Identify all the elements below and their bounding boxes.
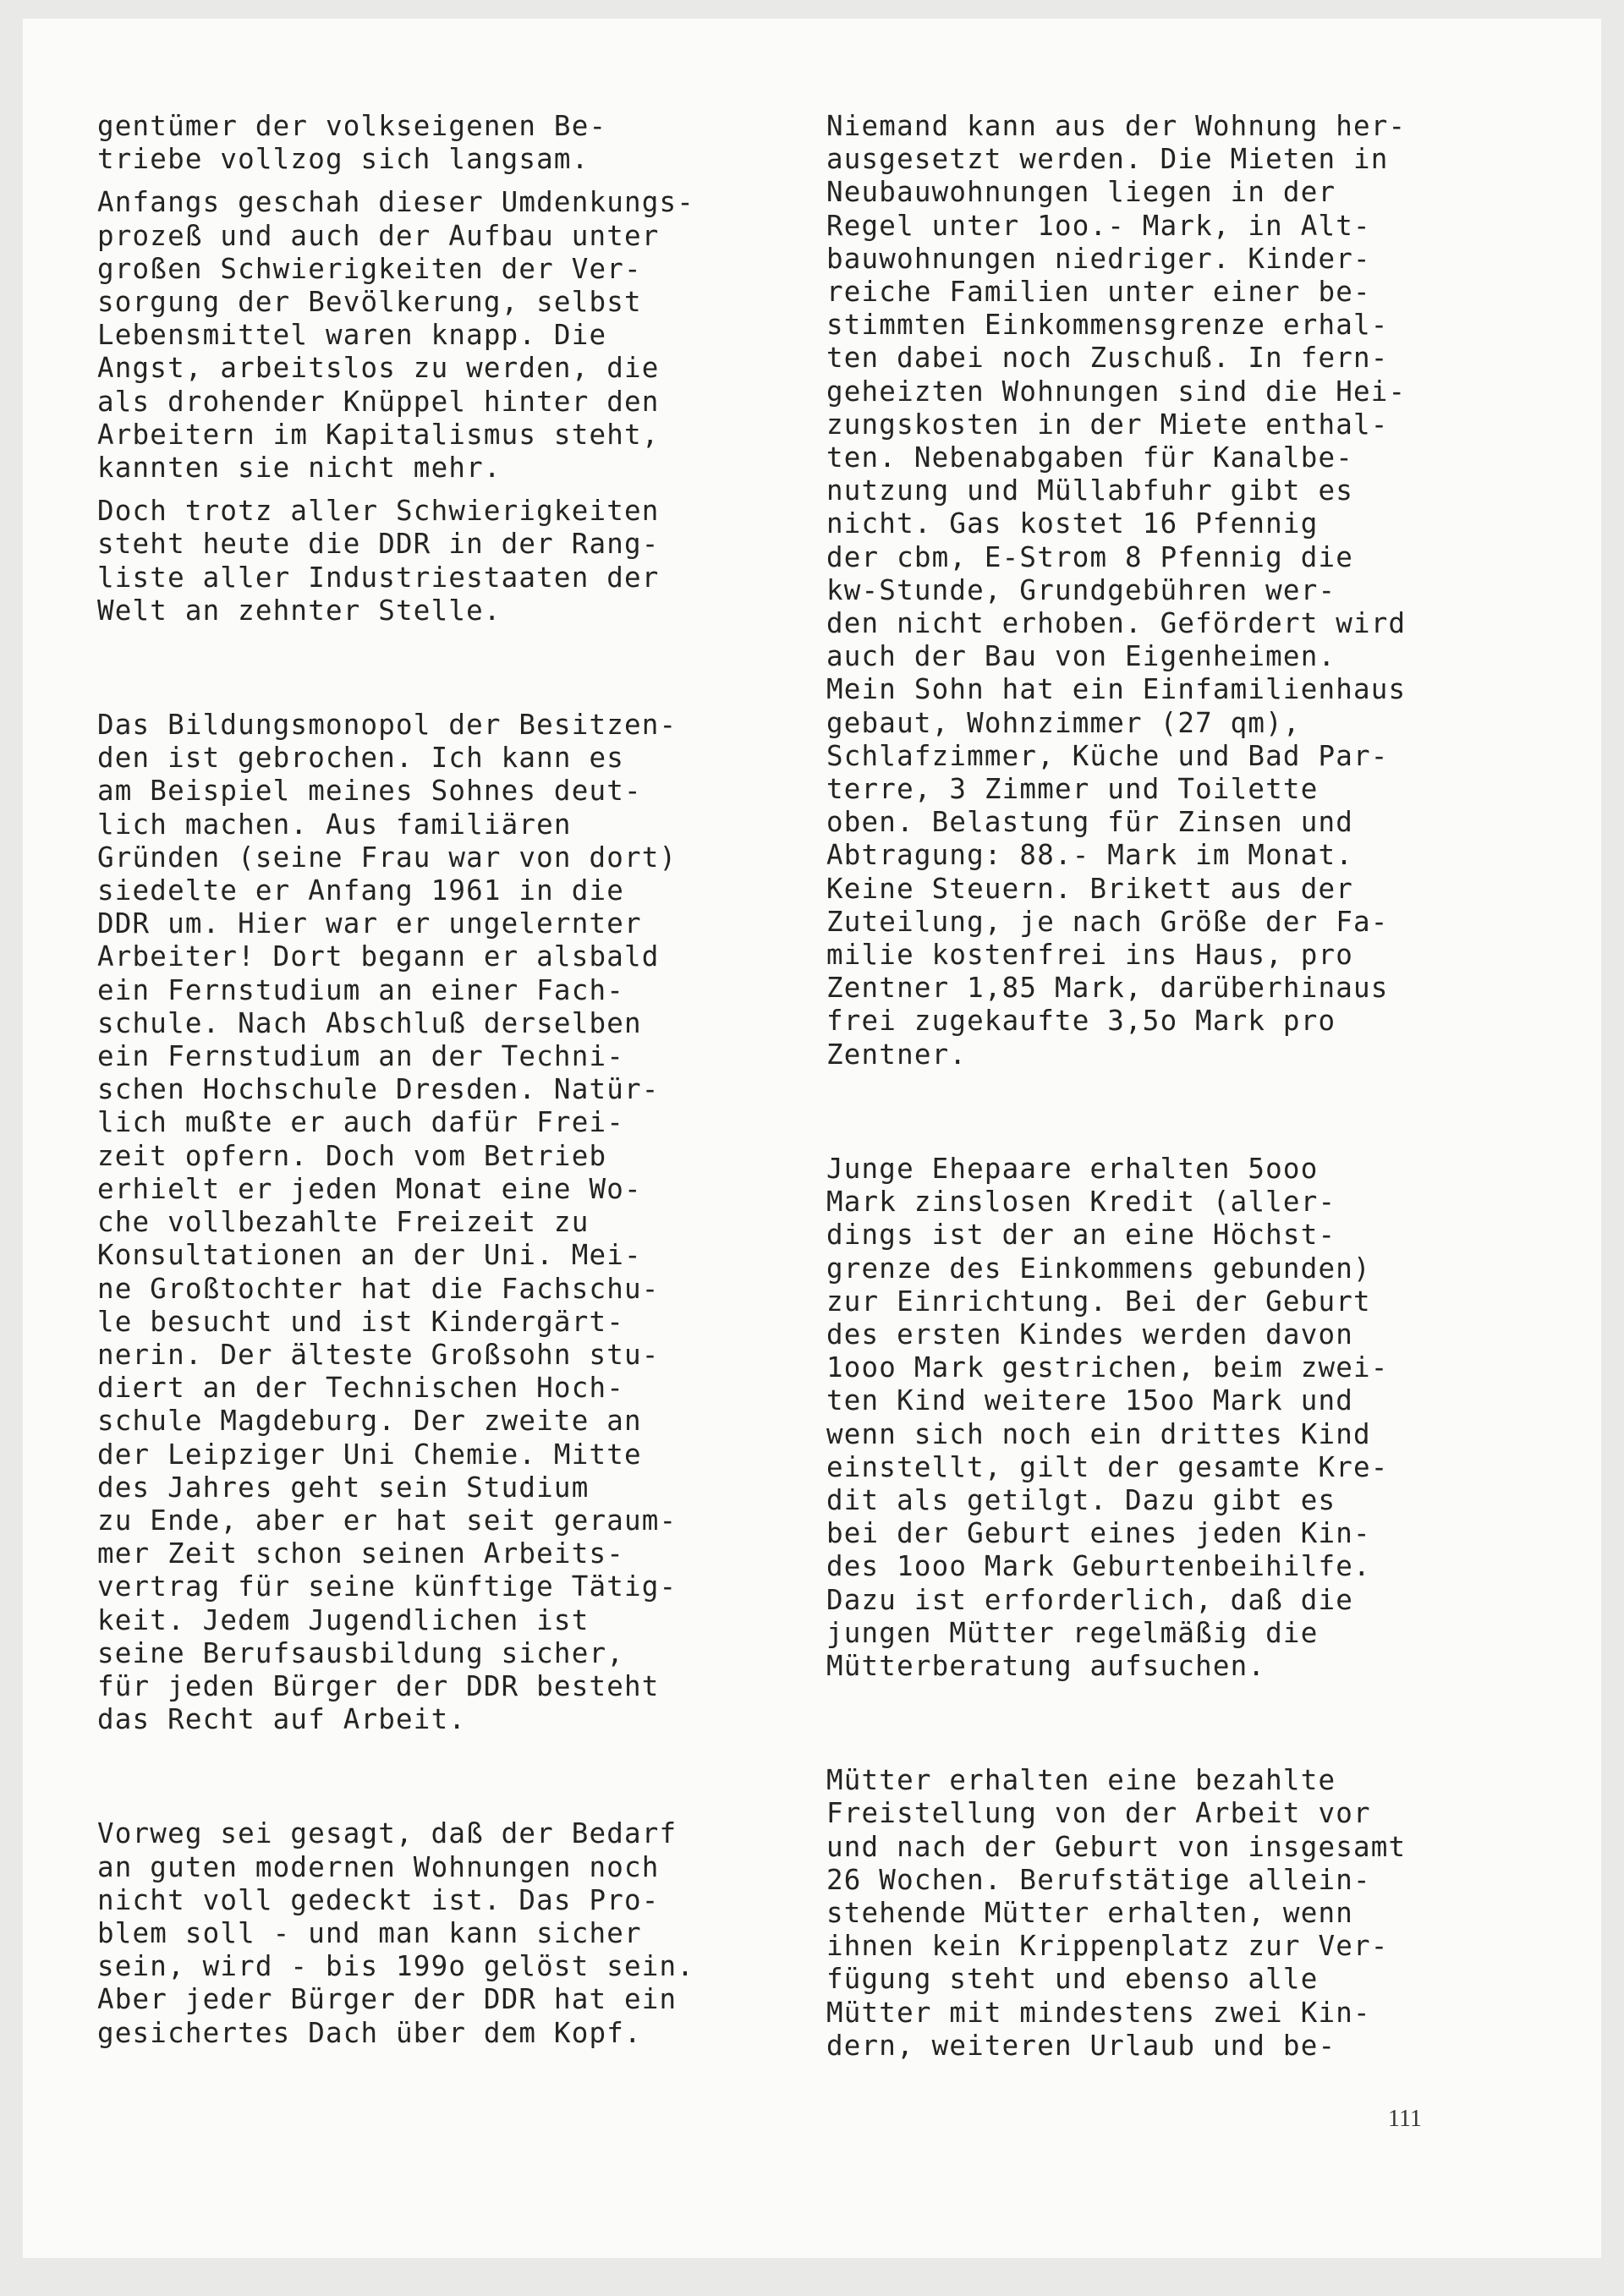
text-line: großen Schwierigkeiten der Ver- (97, 252, 642, 285)
text-line: ne Großtochter hat die Fachschu- (97, 1272, 660, 1305)
text-line: an guten modernen Wohnungen noch (97, 1850, 660, 1883)
text-line: stimmten Einkommensgrenze erhal- (826, 309, 1389, 342)
text-line: zungskosten in der Miete enthal- (826, 408, 1389, 441)
text-line: schule Magdeburg. Der zweite an (97, 1405, 642, 1438)
text-line: Angst, arbeitslos zu werden, die (97, 352, 660, 385)
text-line: grenze des Einkommens gebunden) (826, 1252, 1371, 1285)
paragraph (826, 1153, 1533, 1683)
text-line: Niemand kann aus der Wohnung her- (826, 110, 1407, 142)
text-line: DDR um. Hier war er ungelernter (97, 907, 642, 940)
text-line: bei der Geburt eines jeden Kin- (826, 1517, 1371, 1550)
text-line: ten Kind weitere 15oo Mark und (826, 1384, 1353, 1417)
text-line: diert an der Technischen Hoch- (97, 1372, 624, 1405)
text-line: Arbeiter! Dort begann er alsbald (97, 940, 660, 973)
text-line: ausgesetzt werden. Die Mieten in (826, 143, 1389, 176)
text-line: erhielt er jeden Monat eine Wo- (97, 1172, 642, 1205)
text-line: des Jahres geht sein Studium (97, 1471, 590, 1504)
text-line: kw-Stunde, Grundgebühren wer- (826, 573, 1336, 606)
text-line: Vorweg sei gesagt, daß der Bedarf (97, 1817, 678, 1850)
text-line: keit. Jedem Jugendlichen ist (97, 1603, 590, 1636)
text-line: Regel unter 1oo.- Mark, in Alt- (826, 209, 1371, 242)
text-line: Dazu ist erforderlich, daß die (826, 1583, 1353, 1616)
text-line: der Leipziger Uni Chemie. Mitte (97, 1438, 642, 1471)
text-line: Zentner. (826, 1038, 968, 1071)
left-text-column (97, 110, 791, 2060)
text-line: siedelte er Anfang 1961 in die (97, 874, 624, 907)
text-line: 26 Wochen. Berufstätige allein- (826, 1863, 1371, 1896)
text-line: Mütterberatung aufsuchen. (826, 1649, 1266, 1682)
text-line: ein Fernstudium an der Techni- (97, 1040, 624, 1073)
text-line: Abtragung: 88.- Mark im Monat. (826, 839, 1353, 872)
text-line: zur Einrichtung. Bei der Geburt (826, 1285, 1371, 1318)
text-line: Neubauwohnungen liegen in der (826, 176, 1336, 209)
text-line: seine Berufsausbildung sicher, (97, 1636, 624, 1669)
text-line: Mütter erhalten eine bezahlte (826, 1764, 1336, 1797)
text-line: 1ooo Mark gestrichen, beim zwei- (826, 1351, 1389, 1384)
text-line: reiche Familien unter einer be- (826, 276, 1371, 309)
text-line: Freistellung von der Arbeit vor (826, 1797, 1371, 1830)
text-line: milie kostenfrei ins Haus, pro (826, 939, 1353, 972)
text-line: lich machen. Aus familiären (97, 808, 572, 841)
paragraph (97, 1817, 791, 2049)
document-page (23, 19, 1601, 2258)
text-line: Zuteilung, je nach Größe der Fa- (826, 905, 1389, 938)
text-line: zu Ende, aber er hat seit geraum- (97, 1504, 678, 1537)
text-line: Schlafzimmer, Küche und Bad Par- (826, 739, 1389, 772)
text-line: Arbeitern im Kapitalismus steht, (97, 418, 660, 451)
text-line: und nach der Geburt von insgesamt (826, 1830, 1407, 1863)
text-line: lich mußte er auch dafür Frei- (97, 1106, 624, 1139)
text-line: nicht voll gedeckt ist. Das Pro- (97, 1883, 660, 1916)
text-line: le besucht und ist Kindergärt- (97, 1305, 624, 1338)
text-line: Das Bildungsmonopol der Besitzen- (97, 709, 678, 742)
text-line: ihnen kein Krippenplatz zur Ver- (826, 1930, 1389, 1963)
paragraph (97, 186, 791, 485)
text-line: der cbm, E-Strom 8 Pfennig die (826, 540, 1353, 573)
text-line: prozeß und auch der Aufbau unter (97, 219, 660, 252)
text-line: stehende Mütter erhalten, wenn (826, 1896, 1353, 1929)
text-line: den nicht erhoben. Gefördert wird (826, 607, 1407, 640)
right-text-column (826, 110, 1533, 2073)
text-line: nerin. Der älteste Großsohn stu- (97, 1338, 660, 1371)
text-line: bauwohnungen niedriger. Kinder- (826, 242, 1371, 275)
text-line: das Recht auf Arbeit. (97, 1703, 467, 1736)
text-line: am Beispiel meines Sohnes deut- (97, 775, 642, 808)
text-line: mer Zeit schon seinen Arbeits- (97, 1537, 624, 1570)
paragraph (97, 709, 791, 1736)
text-line: Welt an zehnter Stelle. (97, 594, 502, 627)
paragraph (826, 110, 1533, 1071)
text-line: sorgung der Bevölkerung, selbst (97, 286, 642, 319)
text-line: den ist gebrochen. Ich kann es (97, 742, 624, 775)
text-line: kannten sie nicht mehr. (97, 452, 502, 485)
paragraph (97, 110, 791, 176)
text-line: Anfangs geschah dieser Umdenkungs- (97, 186, 695, 219)
text-line: Mark zinslosen Kredit (aller- (826, 1186, 1336, 1219)
text-line: als drohender Knüppel hinter den (97, 385, 660, 418)
paragraph (97, 495, 791, 627)
text-line: terre, 3 Zimmer und Toilette (826, 773, 1319, 806)
text-line: des 1ooo Mark Geburtenbeihilfe. (826, 1550, 1371, 1583)
text-line: einstellt, gilt der gesamte Kre- (826, 1450, 1389, 1483)
text-line: wenn sich noch ein drittes Kind (826, 1417, 1371, 1450)
text-line: Keine Steuern. Brikett aus der (826, 872, 1353, 905)
text-line: sein, wird - bis 199o gelöst sein. (97, 1950, 695, 1983)
text-line: des ersten Kindes werden davon (826, 1318, 1353, 1351)
text-line: zeit opfern. Doch vom Betrieb (97, 1139, 607, 1172)
text-line: jungen Mütter regelmäßig die (826, 1616, 1319, 1649)
text-line: dern, weiteren Urlaub und be- (826, 2029, 1336, 2062)
text-line: Gründen (seine Frau war von dort) (97, 841, 678, 874)
text-line: Lebensmittel waren knapp. Die (97, 319, 607, 352)
text-line: che vollbezahlte Freizeit zu (97, 1206, 590, 1239)
text-line: dit als getilgt. Dazu gibt es (826, 1483, 1336, 1516)
text-line: nicht. Gas kostet 16 Pfennig (826, 507, 1319, 540)
text-line: oben. Belastung für Zinsen und (826, 806, 1353, 839)
text-line: fügung steht und ebenso alle (826, 1963, 1319, 1996)
text-line: Doch trotz aller Schwierigkeiten (97, 495, 660, 528)
text-line: Mütter mit mindestens zwei Kin- (826, 1996, 1371, 2029)
text-line: gesichertes Dach über dem Kopf. (97, 2016, 642, 2049)
text-line: Junge Ehepaare erhalten 5ooo (826, 1152, 1319, 1185)
text-line: Zentner 1,85 Mark, darüberhinaus (826, 972, 1389, 1005)
paragraph (826, 1764, 1533, 2063)
text-line: liste aller Industriestaaten der (97, 561, 660, 594)
text-line: frei zugekaufte 3,5o Mark pro (826, 1005, 1336, 1038)
text-line: dings ist der an eine Höchst- (826, 1219, 1336, 1252)
text-line: ten dabei noch Zuschuß. In fern- (826, 342, 1389, 375)
text-line: vertrag für seine künftige Tätig- (97, 1570, 678, 1603)
text-line: schen Hochschule Dresden. Natür- (97, 1073, 660, 1106)
text-line: triebe vollzog sich langsam. (97, 143, 590, 176)
text-line: für jeden Bürger der DDR besteht (97, 1669, 660, 1702)
text-line: steht heute die DDR in der Rang- (97, 528, 660, 561)
text-line: gebaut, Wohnzimmer (27 qm), (826, 706, 1301, 739)
text-line: geheizten Wohnungen sind die Hei- (826, 375, 1407, 408)
text-line: gentümer der volkseigenen Be- (97, 110, 607, 142)
page-number: 111 (1388, 2106, 1422, 2132)
text-line: Konsultationen an der Uni. Mei- (97, 1239, 642, 1272)
text-line: blem soll - und man kann sicher (97, 1916, 642, 1949)
text-line: nutzung und Müllabfuhr gibt es (826, 474, 1353, 507)
text-line: ten. Nebenabgaben für Kanalbe- (826, 441, 1353, 474)
text-line: ein Fernstudium an einer Fach- (97, 973, 624, 1006)
text-line: schule. Nach Abschluß derselben (97, 1006, 642, 1039)
text-line: Aber jeder Bürger der DDR hat ein (97, 1983, 678, 2016)
text-line: Mein Sohn hat ein Einfamilienhaus (826, 673, 1407, 706)
text-line: auch der Bau von Eigenheimen. (826, 640, 1336, 673)
